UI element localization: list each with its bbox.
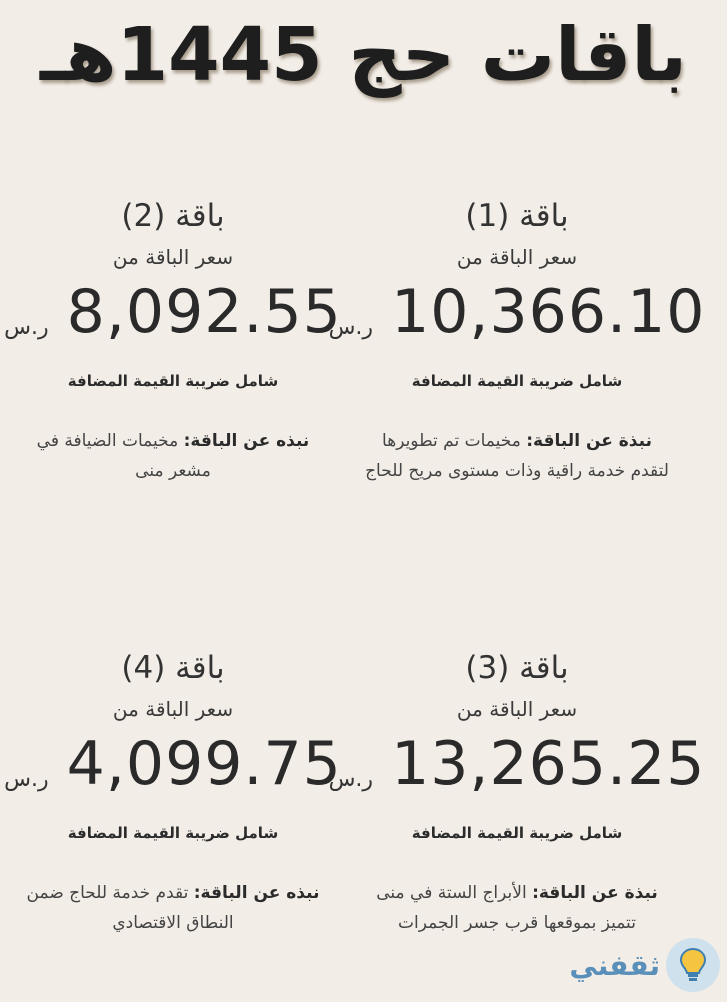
package-title: باقة (4)	[121, 650, 225, 686]
description-text: مخيمات تم تطويرها لتقدم خدمة راقية وذات مستوى مريح للحاج	[365, 431, 669, 481]
package-card-1	[328, 196, 706, 486]
package-card-2	[4, 196, 342, 486]
description-label: نبذة عن الباقة:	[532, 883, 658, 903]
price-from-label: سعر الباقة من	[112, 697, 234, 721]
package-description	[8, 878, 338, 938]
watermark-text: ثقفني	[569, 948, 660, 982]
watermark-logo	[520, 935, 720, 995]
package-price: 10,366.10	[391, 277, 706, 347]
vat-note: شامل ضريبة القيمة المضافة	[67, 372, 279, 390]
package-title: باقة (2)	[121, 198, 225, 234]
package-price: 4,099.75	[66, 729, 342, 799]
currency-label: ر.س	[328, 767, 374, 792]
package-title: باقة (1)	[465, 198, 569, 234]
currency-label: ر.س	[328, 315, 374, 340]
package-description	[352, 878, 682, 938]
description-label: نبذة عن الباقة:	[526, 431, 652, 451]
package-card-3	[328, 648, 706, 938]
package-card-4	[4, 648, 342, 938]
description-text: مخيمات الضيافة في مشعر منى	[36, 431, 211, 481]
price-from-label: سعر الباقة من	[456, 245, 578, 269]
price-row	[328, 274, 706, 350]
vat-note: شامل ضريبة القيمة المضافة	[67, 824, 279, 842]
description-label: نبذه عن الباقة:	[183, 431, 310, 451]
vat-note: شامل ضريبة القيمة المضافة	[411, 824, 623, 842]
currency-label: ر.س	[4, 315, 49, 340]
price-row	[4, 726, 342, 802]
price-row	[4, 274, 342, 350]
currency-label: ر.س	[4, 767, 49, 792]
price-from-label: سعر الباقة من	[112, 245, 234, 269]
lightbulb-icon	[666, 938, 720, 992]
package-price: 8,092.55	[66, 277, 342, 347]
description-text: الأبراج الستة في منى تتميز بموقعها قرب جسر الجمرات	[376, 883, 636, 933]
package-title: باقة (3)	[465, 650, 569, 686]
page-title: باقات حج 1445هـ	[40, 12, 687, 98]
package-price: 13,265.25	[391, 729, 706, 799]
package-description	[352, 426, 682, 486]
price-from-label: سعر الباقة من	[456, 697, 578, 721]
description-text: تقدم خدمة للحاج ضمن النطاق الاقتصادي	[26, 883, 234, 933]
description-label: نبذه عن الباقة:	[193, 883, 320, 903]
package-description	[8, 426, 338, 486]
price-row	[328, 726, 706, 802]
vat-note: شامل ضريبة القيمة المضافة	[411, 372, 623, 390]
